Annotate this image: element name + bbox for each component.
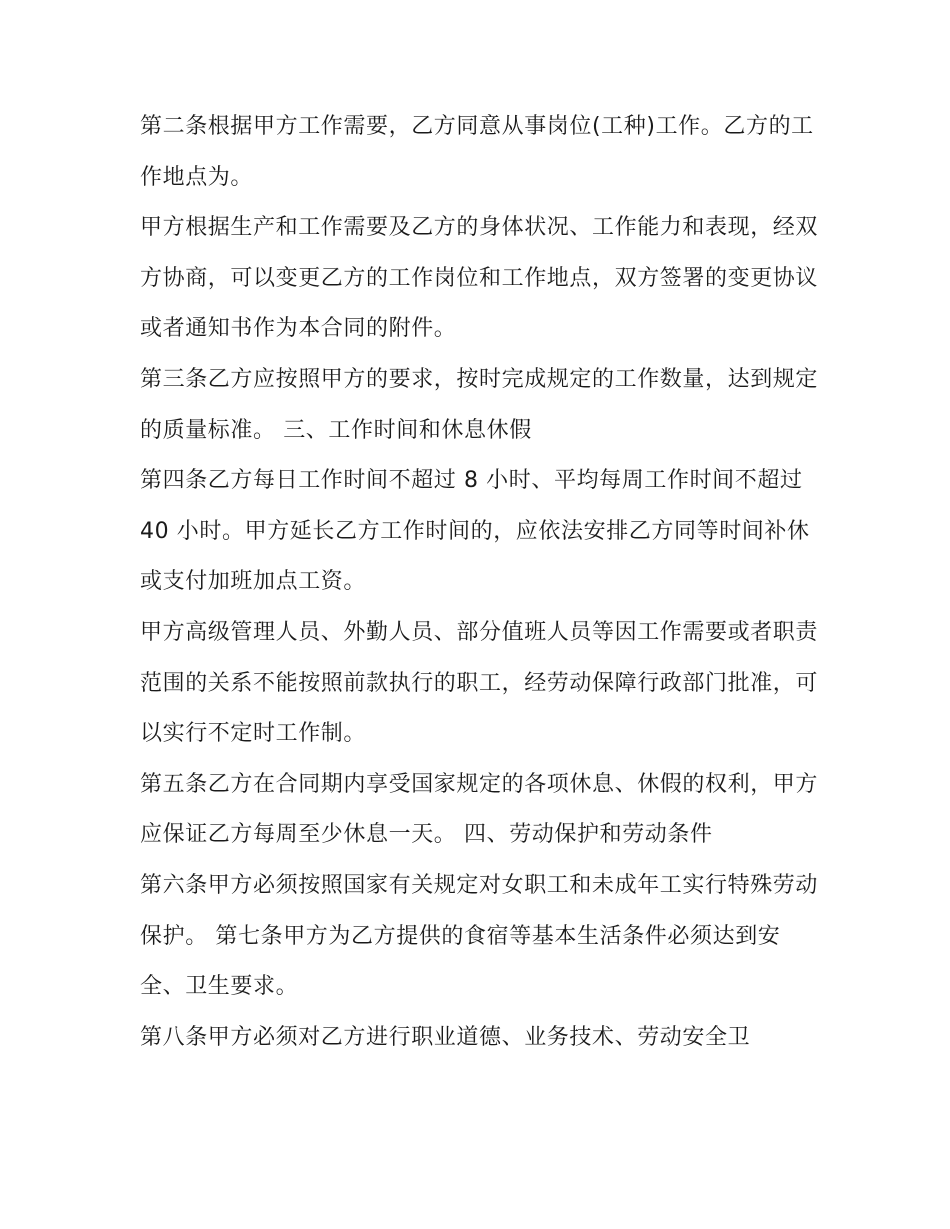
paragraph-article-5: 第五条乙方在合同期内享受国家规定的各项休息、休假的权利，甲方应保证乙方每周至少休息一天。 四、劳动保护和劳动条件 [140,771,819,848]
paragraph-article-2: 第二条根据甲方工作需要，乙方同意从事岗位(工种)工作。乙方的工作地点为。 [140,114,814,190]
paragraph-article-4: 第四条乙方每日工作时间不超过 8 小时、平均每周工作时间不超过 40 小时。甲方延长乙方工作时间的，应依法安排乙方同等时间补休或支付加班加点工资。 [140,468,810,595]
paragraph-flexible-hours: 甲方高级管理人员、外勤人员、部分值班人员等因工作需要或者职责范围的关系不能按照前款执行的职工，经劳动保障行政部门批准，可以实行不定时工作制。 [140,619,819,747]
document-body [140,102,820,1063]
paragraph-position-change: 甲方根据生产和工作需要及乙方的身体状况、工作能力和表现，经双方协商，可以变更乙方的工作岗位和工作地点，双方签署的变更协议或者通知书作为本合同的附件。 [140,215,819,342]
paragraph-article-8: 第八条甲方必须对乙方进行职业道德、业务技术、劳动安全卫 [140,1024,751,1050]
paragraph-article-6-7: 第六条甲方必须按照国家有关规定对女职工和未成年工实行特殊劳动保护。 第七条甲方为乙方提供的食宿等基本生活条件必须达到安全、卫生要求。 [140,872,819,1000]
paragraph-article-3: 第三条乙方应按照甲方的要求，按时完成规定的工作数量，达到规定的质量标准。 三、工作时间和休息休假 [140,366,819,443]
